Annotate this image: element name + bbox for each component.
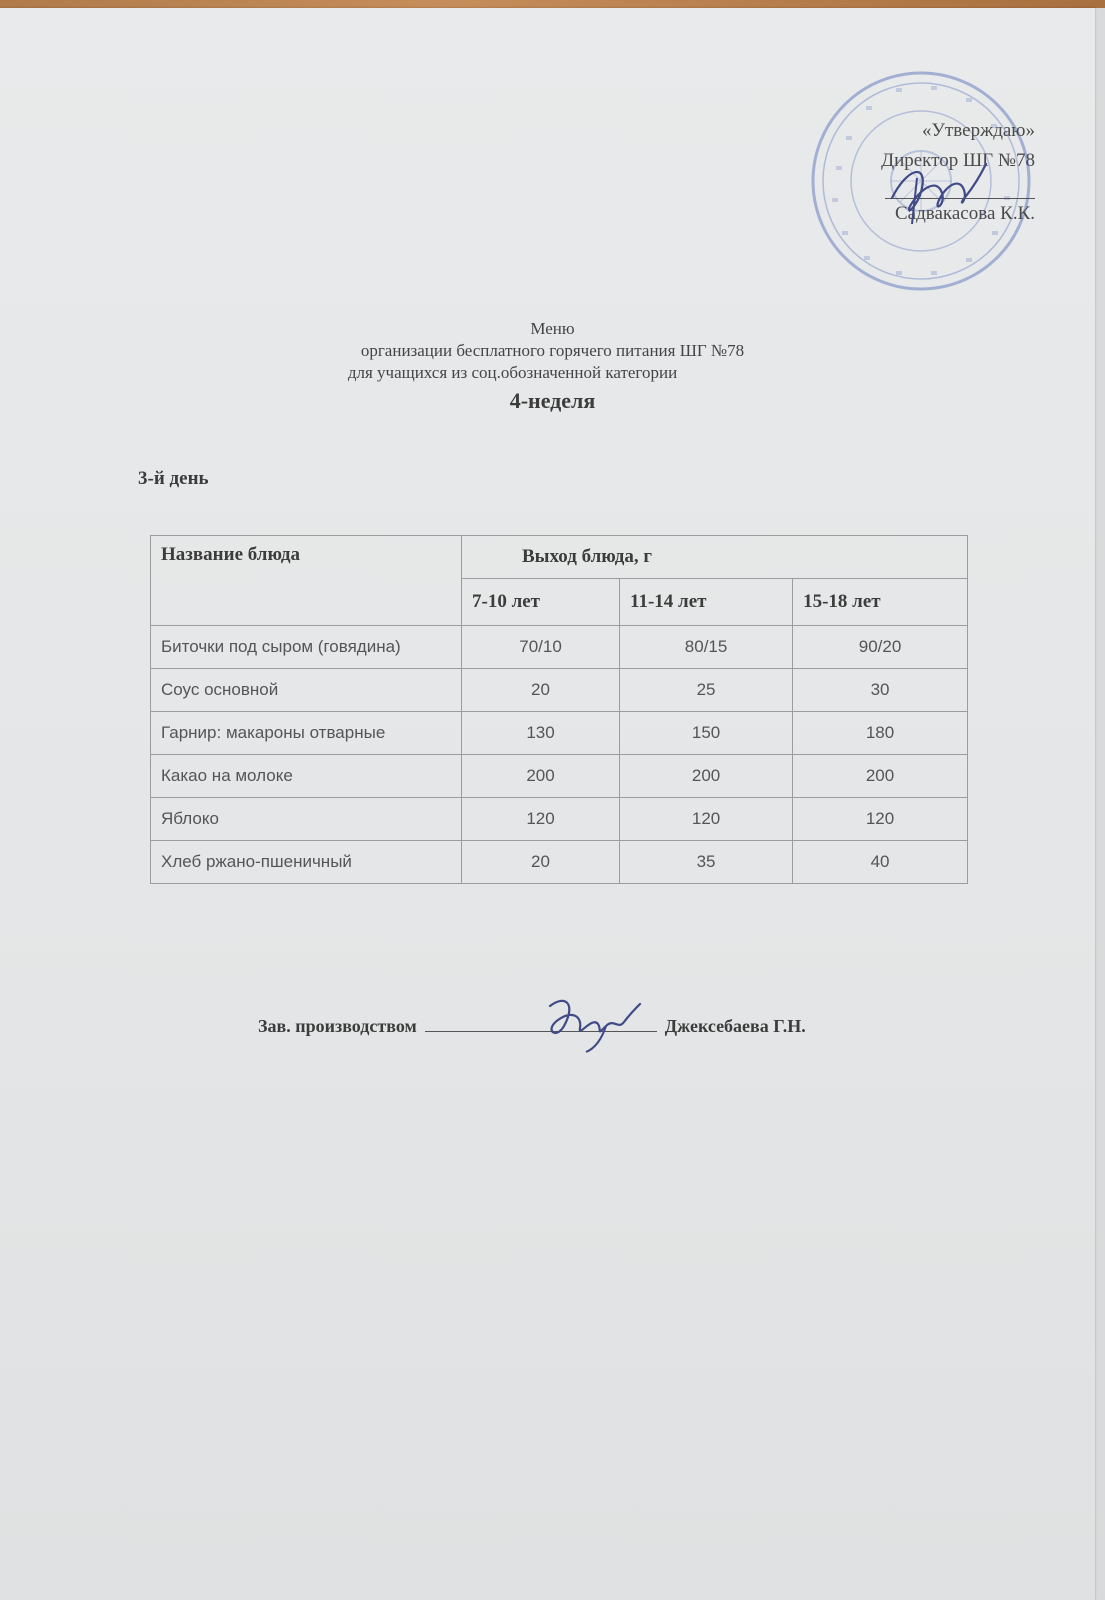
yield-value: 20 (462, 841, 620, 884)
yield-value: 25 (620, 669, 793, 712)
footer-role: Зав. производством (258, 1016, 417, 1036)
yield-value: 20 (462, 669, 620, 712)
director-signature-icon (882, 158, 992, 228)
yield-value: 200 (462, 755, 620, 798)
menu-table (150, 535, 968, 884)
dish-name: Какао на молоке (151, 755, 462, 798)
title-organization: организации бесплатного горячего питания ШГ №78 (360, 341, 745, 360)
header-age-15-18: 15-18 лет (793, 579, 968, 626)
yield-value: 120 (793, 798, 968, 841)
table-row (151, 669, 968, 712)
yield-value: 120 (620, 798, 793, 841)
header-yield: Выход блюда, г (462, 536, 968, 579)
header-dish-name: Название блюда (151, 536, 462, 626)
day-label: 3-й день (138, 468, 209, 489)
yield-value: 35 (620, 841, 793, 884)
table-row (151, 841, 968, 884)
footer-signature-block (258, 1013, 806, 1037)
yield-value: 200 (620, 755, 793, 798)
yield-value: 70/10 (462, 626, 620, 669)
approval-position: Директор ШГ №78 (881, 150, 1035, 171)
header-age-11-14: 11-14 лет (620, 579, 793, 626)
title-week: 4-неделя (509, 388, 596, 413)
dish-name: Биточки под сыром (говядина) (151, 626, 462, 669)
footer-name: Джексебаева Г.Н. (664, 1016, 806, 1036)
header-age-7-10: 7-10 лет (462, 579, 620, 626)
table-header-row (151, 536, 968, 579)
document-title (0, 318, 1105, 412)
yield-value: 90/20 (793, 626, 968, 669)
approval-director-name: Садвакасова К.К. (895, 203, 1035, 224)
dish-name: Гарнир: макароны отварные (151, 712, 462, 755)
yield-value: 150 (620, 712, 793, 755)
yield-value: 200 (793, 755, 968, 798)
yield-value: 40 (793, 841, 968, 884)
title-category: для учащихся из соц.обозначенной категории (347, 363, 678, 382)
approval-heading: «Утверждаю» (922, 120, 1035, 141)
yield-value: 130 (462, 712, 620, 755)
table-row (151, 712, 968, 755)
table-row (151, 798, 968, 841)
yield-value: 120 (462, 798, 620, 841)
title-menu: Меню (530, 319, 575, 338)
yield-value: 180 (793, 712, 968, 755)
dish-name: Яблоко (151, 798, 462, 841)
dish-name: Хлеб ржано-пшеничный (151, 841, 462, 884)
table-row (151, 626, 968, 669)
dish-name: Соус основной (151, 669, 462, 712)
desk-edge (0, 0, 1105, 8)
yield-value: 80/15 (620, 626, 793, 669)
table-row (151, 755, 968, 798)
production-head-signature-icon (536, 986, 646, 1056)
yield-value: 30 (793, 669, 968, 712)
